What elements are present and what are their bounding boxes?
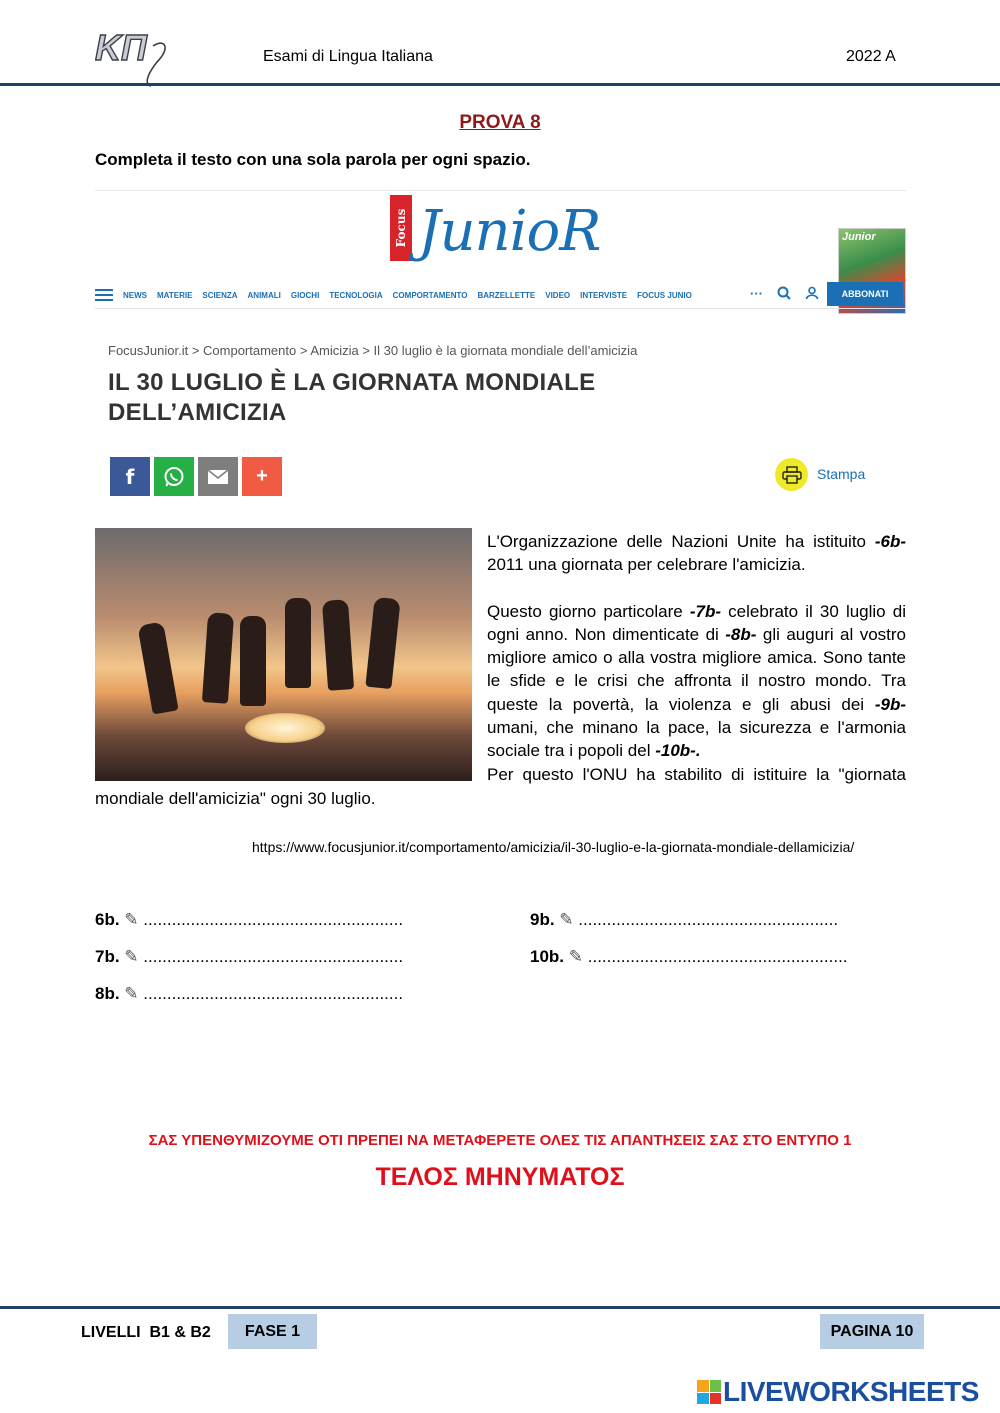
- prova-title: PROVA 8: [459, 112, 541, 133]
- more-share-button[interactable]: [242, 457, 282, 496]
- abbonati-button[interactable]: ABBONATI: [827, 282, 903, 306]
- levels-label: LIVELLI B1 & B2: [81, 1324, 211, 1341]
- magazine-title: Junior: [842, 231, 876, 243]
- liveworksheets-brand[interactable]: [697, 1376, 979, 1408]
- gap-9b: -9b-: [874, 694, 906, 714]
- pencil-icon: ✎: [124, 984, 139, 1003]
- nav-icons: [750, 286, 819, 301]
- friends-jumping-photo: [95, 528, 472, 781]
- gap-6b: -6b-: [874, 532, 906, 551]
- text-run: celebrato il 30 luglio di ogni anno. Non dimenticate di: [487, 601, 906, 644]
- paragraph: [487, 600, 906, 763]
- answer-label: 8b.: [95, 984, 120, 1003]
- transfer-warning: ΣΑΣ ΥΠΕΝΘΥΜΙΖΟΥΜΕ ΟΤΙ ΠΡΕΠΕΙ ΝΑ ΜΕΤΑΦΕΡΕΤΕ ΟΛΕΣ ΤΙΣ ΑΠΑΝΤΗΣΕΙΣ ΣΑΣ ΣΤΟ ΕΝΤΥΠΟ 1: [148, 1132, 852, 1149]
- more-icon[interactable]: ···: [750, 286, 763, 301]
- article-screenshot: [95, 190, 907, 855]
- text-run: 2011 una giornata per celebrare l'amicizia.: [487, 555, 806, 575]
- pencil-icon: ✎: [124, 910, 139, 929]
- whatsapp-icon: [162, 465, 186, 489]
- answer-label: 10b.: [530, 947, 565, 966]
- focus-badge: [390, 195, 412, 261]
- paragraph: [487, 530, 906, 577]
- answer-7b[interactable]: [95, 947, 403, 967]
- answer-label: 6b.: [95, 910, 120, 929]
- nav-item[interactable]: SCIENZA: [202, 290, 238, 300]
- article-headline: IL 30 LUGLIO È LA GIORNATA MONDIALE DELL’AMICIZIA: [108, 369, 596, 426]
- focus-junior-logo[interactable]: [390, 193, 620, 278]
- nav-item[interactable]: FOCUS JUNIO: [637, 290, 692, 300]
- source-url[interactable]: https://www.focusjunior.it/comportamento/amicizia/il-30-luglio-e-la-giornata-mondiale-dellamicizia/: [252, 839, 855, 855]
- answer-blank[interactable]: .......................................................: [143, 984, 404, 1003]
- footer-rule: [0, 1306, 1000, 1309]
- stampa-link[interactable]: Stampa: [817, 466, 866, 482]
- user-icon[interactable]: [805, 286, 819, 300]
- answer-label: 7b.: [95, 947, 120, 966]
- answer-blank[interactable]: .......................................................: [143, 910, 404, 929]
- paragraph: Per questo l'ONU ha stabilito di istituire la "giornata: [487, 764, 906, 784]
- nav-item[interactable]: VIDEO: [545, 290, 571, 300]
- silhouette: [137, 621, 178, 714]
- mail-icon: [207, 469, 229, 485]
- search-icon[interactable]: [777, 286, 791, 300]
- divider: [95, 308, 906, 309]
- junior-wordmark: JunioR: [418, 199, 601, 264]
- nav-item[interactable]: NEWS: [123, 290, 147, 300]
- pencil-icon: ✎: [559, 910, 574, 929]
- liveworksheets-wordmark: LIVEWORKSHEETS: [723, 1376, 979, 1407]
- whatsapp-share-button[interactable]: [154, 457, 194, 496]
- article-text: [487, 530, 906, 786]
- nav-item[interactable]: GIOCHI: [290, 290, 320, 300]
- answer-blank[interactable]: .......................................................: [587, 947, 848, 966]
- liveworksheets-icon: [697, 1380, 721, 1404]
- nav-item[interactable]: ANIMALI: [247, 290, 281, 300]
- gap-10b: -10b-.: [655, 741, 701, 761]
- header-rule: [0, 83, 1000, 86]
- nav-item[interactable]: TECNOLOGIA: [329, 290, 383, 300]
- silhouette: [365, 597, 400, 689]
- answer-8b[interactable]: [95, 984, 403, 1004]
- breadcrumb[interactable]: FocusJunior.it > Comportamento > Amicizia > Il 30 luglio è la giornata mondiale dell’amicizia: [108, 343, 638, 358]
- silhouette: [322, 599, 354, 691]
- answer-6b[interactable]: [95, 910, 403, 930]
- facebook-share-button[interactable]: [110, 457, 150, 496]
- svg-text:KΠ: KΠ: [95, 28, 147, 68]
- nav-item[interactable]: INTERVISTE: [580, 290, 628, 300]
- kp-logo: [95, 28, 175, 88]
- answer-10b[interactable]: [530, 947, 848, 967]
- facebook-icon: f: [125, 464, 135, 489]
- text-run: gli auguri al vostro migliore amico o alla vostra migliore amica. Sono tante le sfide e le crisi che affronta il nostro mondo. Tra queste la povertà, la violenza e gli abusi dei: [487, 624, 907, 714]
- fase-badge: FASE 1: [228, 1314, 317, 1349]
- header-title: Esami di Lingua Italiana: [263, 48, 433, 65]
- page-number: PAGINA 10: [820, 1314, 924, 1349]
- answer-blank[interactable]: .......................................................: [143, 947, 404, 966]
- answer-9b[interactable]: [530, 910, 838, 930]
- focus-label: Focus: [394, 208, 408, 248]
- text-run: L'Organizzazione delle Nazioni Unite ha istituito: [487, 532, 875, 551]
- email-share-button[interactable]: [198, 457, 238, 496]
- print-icon[interactable]: [775, 458, 808, 491]
- end-message: ΤΕΛΟΣ ΜΗΝΥΜΑΤΟΣ: [375, 1163, 625, 1191]
- silhouette: [202, 612, 234, 704]
- pencil-icon: ✎: [568, 947, 584, 966]
- nav-item[interactable]: COMPORTAMENTO: [392, 290, 468, 300]
- silhouette: [240, 616, 266, 706]
- nav-item[interactable]: BARZELLETTE: [477, 290, 536, 300]
- share-bar: [110, 457, 282, 496]
- instruction: Completa il testo con una sola parola per ogni spazio.: [95, 150, 531, 169]
- answer-blank[interactable]: .......................................................: [578, 910, 839, 929]
- paragraph-tail: mondiale dell'amicizia" ogni 30 luglio.: [95, 789, 376, 808]
- sun-glow: [245, 713, 325, 743]
- header-year: 2022 A: [846, 48, 896, 65]
- plus-icon: +: [256, 465, 268, 487]
- divider: [95, 190, 906, 191]
- nav-item[interactable]: MATERIE: [157, 290, 193, 300]
- answer-label: 9b.: [530, 910, 555, 929]
- text-run: Questo giorno particolare: [487, 601, 690, 621]
- silhouette: [285, 598, 311, 688]
- menu-icon[interactable]: [95, 289, 113, 301]
- main-nav: [95, 286, 825, 304]
- gap-8b: -8b-: [725, 624, 757, 644]
- text-run: umani, che minano la pace, la sicurezza e l'armonia sociale tra i popoli del: [487, 718, 906, 761]
- pencil-icon: ✎: [124, 947, 139, 966]
- gap-7b: -7b-: [689, 601, 722, 621]
